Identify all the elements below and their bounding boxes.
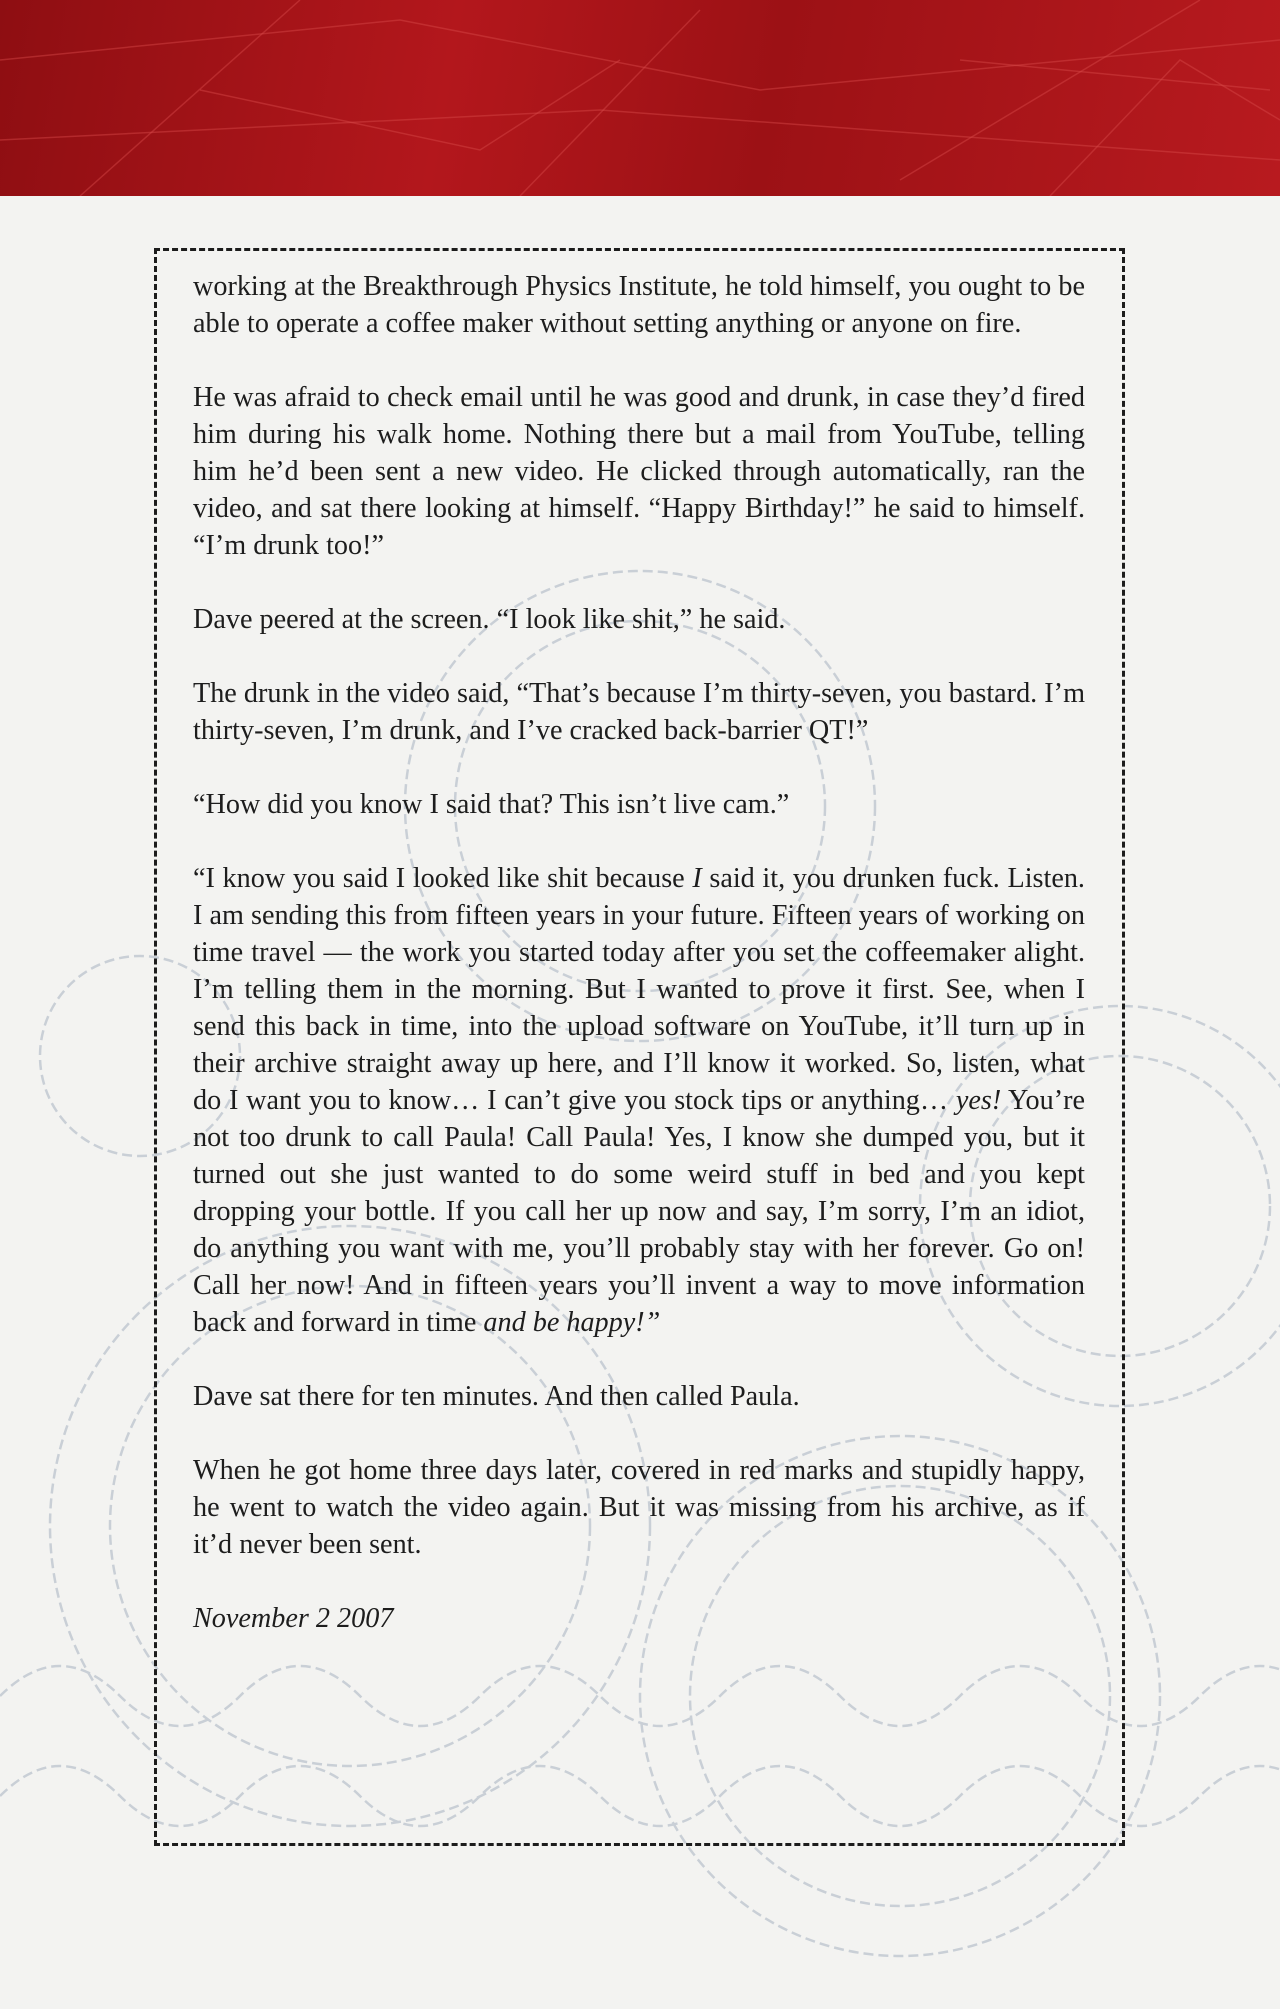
red-header-band xyxy=(0,0,1280,196)
paragraph-4: The drunk in the video said, “That’s because I’m thirty-seven, you bastard. I’m thirty-seven, I’m drunk, and I’ve cracked back-barrier QT!” xyxy=(193,678,1085,746)
scratch-texture xyxy=(0,0,1280,196)
paragraph-closing-1: Dave sat there for ten minutes. And then called Paula. xyxy=(193,1381,800,1412)
paragraph-2: He was afraid to check email until he was good and drunk, in case they’d fired him during his walk home. Nothing there but a mail from YouTube, telling him he’d been sent a new video. He clicked through automatically, ran the video, and sat there looking at himself. “Happy Birthday!” he said to himself. “I’m drunk too!” xyxy=(193,382,1085,561)
paragraph-long-quote xyxy=(193,860,1085,1341)
quote-part-2: said it, you drunken fuck. Listen. I am sending this from fifteen years in your future. Fifteen years of working on time travel — the work you started today after you set the coffeemaker alight. I’m telling them in the morning. But I wanted to prove it first. See, when I send this back in time, into the upload software on YouTube, it’ll turn up in their archive straight away up here, and I’ll know it worked. So, listen, what do I want you to know… I can’t give you stock tips or anything… xyxy=(193,863,1085,1116)
quote-emphasis-1: I xyxy=(692,863,702,894)
quote-part-3: You’re not too drunk to call Paula! Call Paula! Yes, I know she dumped you, but it turned out she just wanted to do some weird stuff in bed and you kept dropping your bottle. If you call her up now and say, I’m sorry, I’m an idiot, do anything you want with me, you’ll probably stay with her forever. Go on! Call her now! And in fifteen years you’ll invent a way to move information back and forward in time xyxy=(193,1085,1085,1338)
quote-part-1: “I know you said I looked like shit because xyxy=(193,863,693,894)
paragraph-1: working at the Breakthrough Physics Institute, he told himself, you ought to be able to operate a coffee maker without setting anything or anyone on fire. xyxy=(193,271,1085,339)
quote-emphasis-3: and be happy!” xyxy=(483,1307,661,1338)
quote-emphasis-2: yes! xyxy=(955,1085,1002,1116)
paragraph-3: Dave peered at the screen. “I look like shit,” he said. xyxy=(193,604,786,635)
story-text xyxy=(193,268,1085,1674)
date-line: November 2 2007 xyxy=(193,1603,394,1634)
paragraph-5: “How did you know I said that? This isn’t live cam.” xyxy=(193,789,790,820)
paragraph-closing-2: When he got home three days later, covered in red marks and stupidly happy, he went to watch the video again. But it was missing from his archive, as if it’d never been sent. xyxy=(193,1455,1085,1560)
